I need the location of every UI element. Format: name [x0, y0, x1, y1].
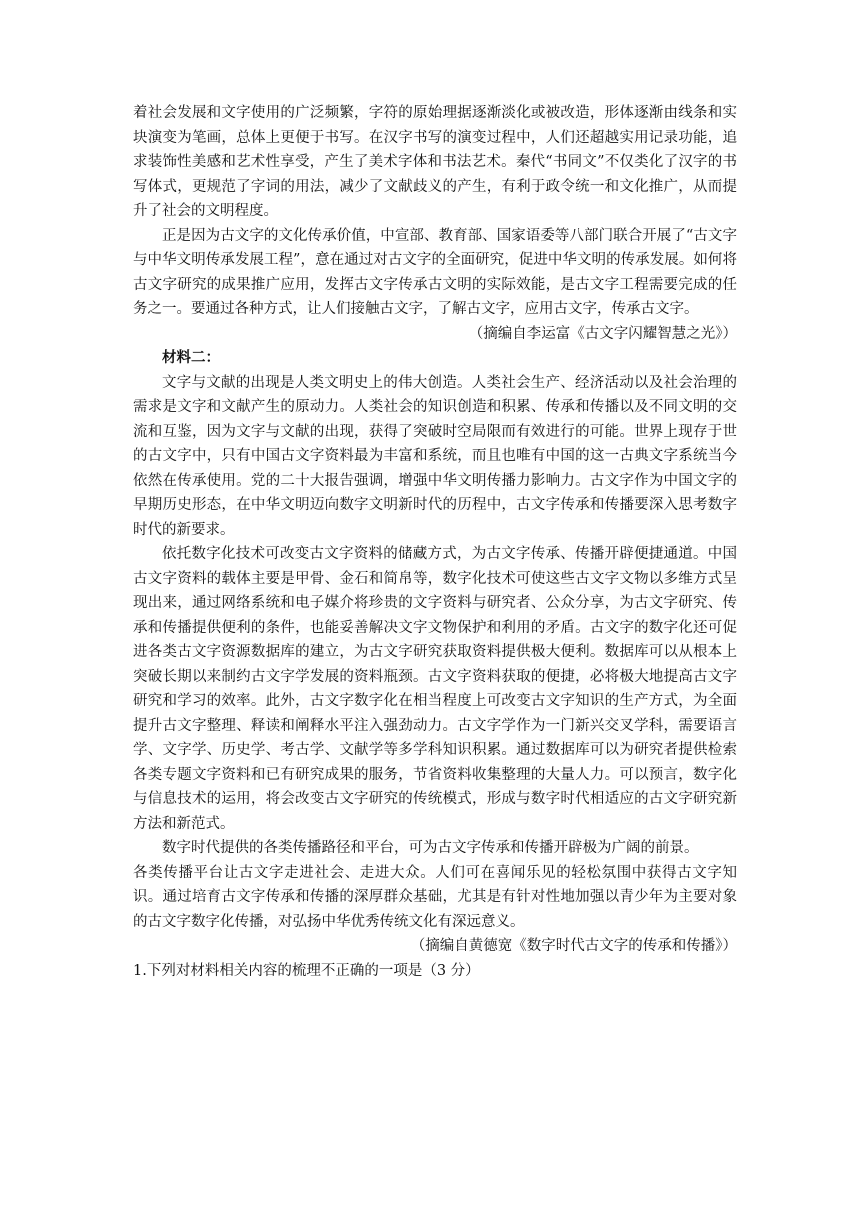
material2-paragraph-2: 依托数字化技术可改变古文字资料的储藏方式，为古文字传承、传播开辟便捷通道。中国古文字资料的载体主要是甲骨、金石和简帛等，数字化技术可使这些古文字文物以多维方式呈现出来，通过网络系统和电子媒介将珍贵的文字资料与研究者、公众分享，为古文字研究、传承和传播提供便利的条件，也能妥善解决文字文物保护和利用的矛盾。古文字的数字化还可促进各类古文字资源数据库的建立，为古文字研究获取资料提供极大便利。数据库可以从根本上突破长期以来制约古文字学发展的资料瓶颈。古文字资料获取的便捷，必将极大地提高古文字研究和学习的效率。此外，古文字数字化在相当程度上可改变古文字知识的生产方式，为全面提升古文字整理、释读和阐释水平注入强劲动力。古文字学作为一门新兴交叉学科，需要语言学、文字学、历史学、考古学、文献学等多学科知识积累。通过数据库可以为研究者提供检索各类专题文字资料和已有研究成果的服务，节省资料收集整理的大量人力。可以预言，数字化与信息技术的运用，将会改变古文字研究的传统模式，形成与数字时代相适应的古文字研究新方法和新范式。: [133, 546, 737, 832]
material2-paragraph-4: 各类传播平台让古文字走进社会、走进大众。人们可在喜闻乐见的轻松氛围中获得古文字知识。通过培育古文字传承和传播的深厚群众基础，尤其是有针对性地加强以青少年为主要对象的古文字数字化传播，对弘扬中华优秀传统文化有深远意义。: [133, 864, 737, 930]
material2-paragraph-3: 数字时代提供的各类传播路径和平台，可为古文字传承和传播开辟极为广阔的前景。: [162, 840, 699, 856]
material2-paragraph-1: 文字与文献的出现是人类文明史上的伟大创造。人类社会生产、经济活动以及社会治理的需求是文字和文献产生的原动力。人类社会的知识创造和积累、传承和传播以及不同文明的交流和互鉴，因为文字与文献的出现，获得了突破时空局限而有效进行的可能。世界上现存于世的古文字中，只有中国古文字资料最为丰富和系统，而且也唯有中国的这一古典文字系统当今依然在传承使用。党的二十大报告强调，增强中华文明传播力影响力。古文字作为中国文字的早期历史形态，在中华文明迈向数字文明新时代的历程中，古文字传承和传播要深入思考数字时代的新要求。: [133, 374, 737, 538]
material2-heading: 材料二：: [162, 350, 220, 366]
material1-source: （摘编自李运富《古文字闪耀智慧之光》）: [468, 325, 737, 342]
material1-paragraph-2: 正是因为古文字的文化传承价值，中宣部、教育部、国家语委等八部门联合开展了“古文字与中华文明传承发展工程”，意在通过对古文字的全面研究，促进中华文明的传承发展。如何将古文字研究的成果推广应用，发挥古文字传承古文明的实际效能，是古文字工程需要完成的任务之一。要通过各种方式，让人们接触古文字，了解古文字，应用古文字，传承古文字。: [133, 227, 737, 317]
material2-source: （摘编自黄德宽《数字时代古文字的传承和传播》）: [410, 938, 737, 954]
question-1: 1.下列对材料相关内容的梳理不正确的一项是（3 分）: [133, 962, 480, 979]
material1-paragraph-1: 着社会发展和文字使用的广泛频繁，字符的原始理据逐渐淡化或被改造，形体逐渐由线条和实块演变为笔画，总体上更便于书写。在汉字书写的演变过程中，人们还超越实用记录功能，追求装饰性美感和艺术性享受，产生了美术字体和书法艺术。秦代“书同文”不仅类化了汉字的书写体式，更规范了字词的用法，减少了文献歧义的产生，有利于政令统一和文化推广，从而提升了社会的文明程度。: [133, 105, 737, 219]
reading-text: [133, 101, 737, 983]
